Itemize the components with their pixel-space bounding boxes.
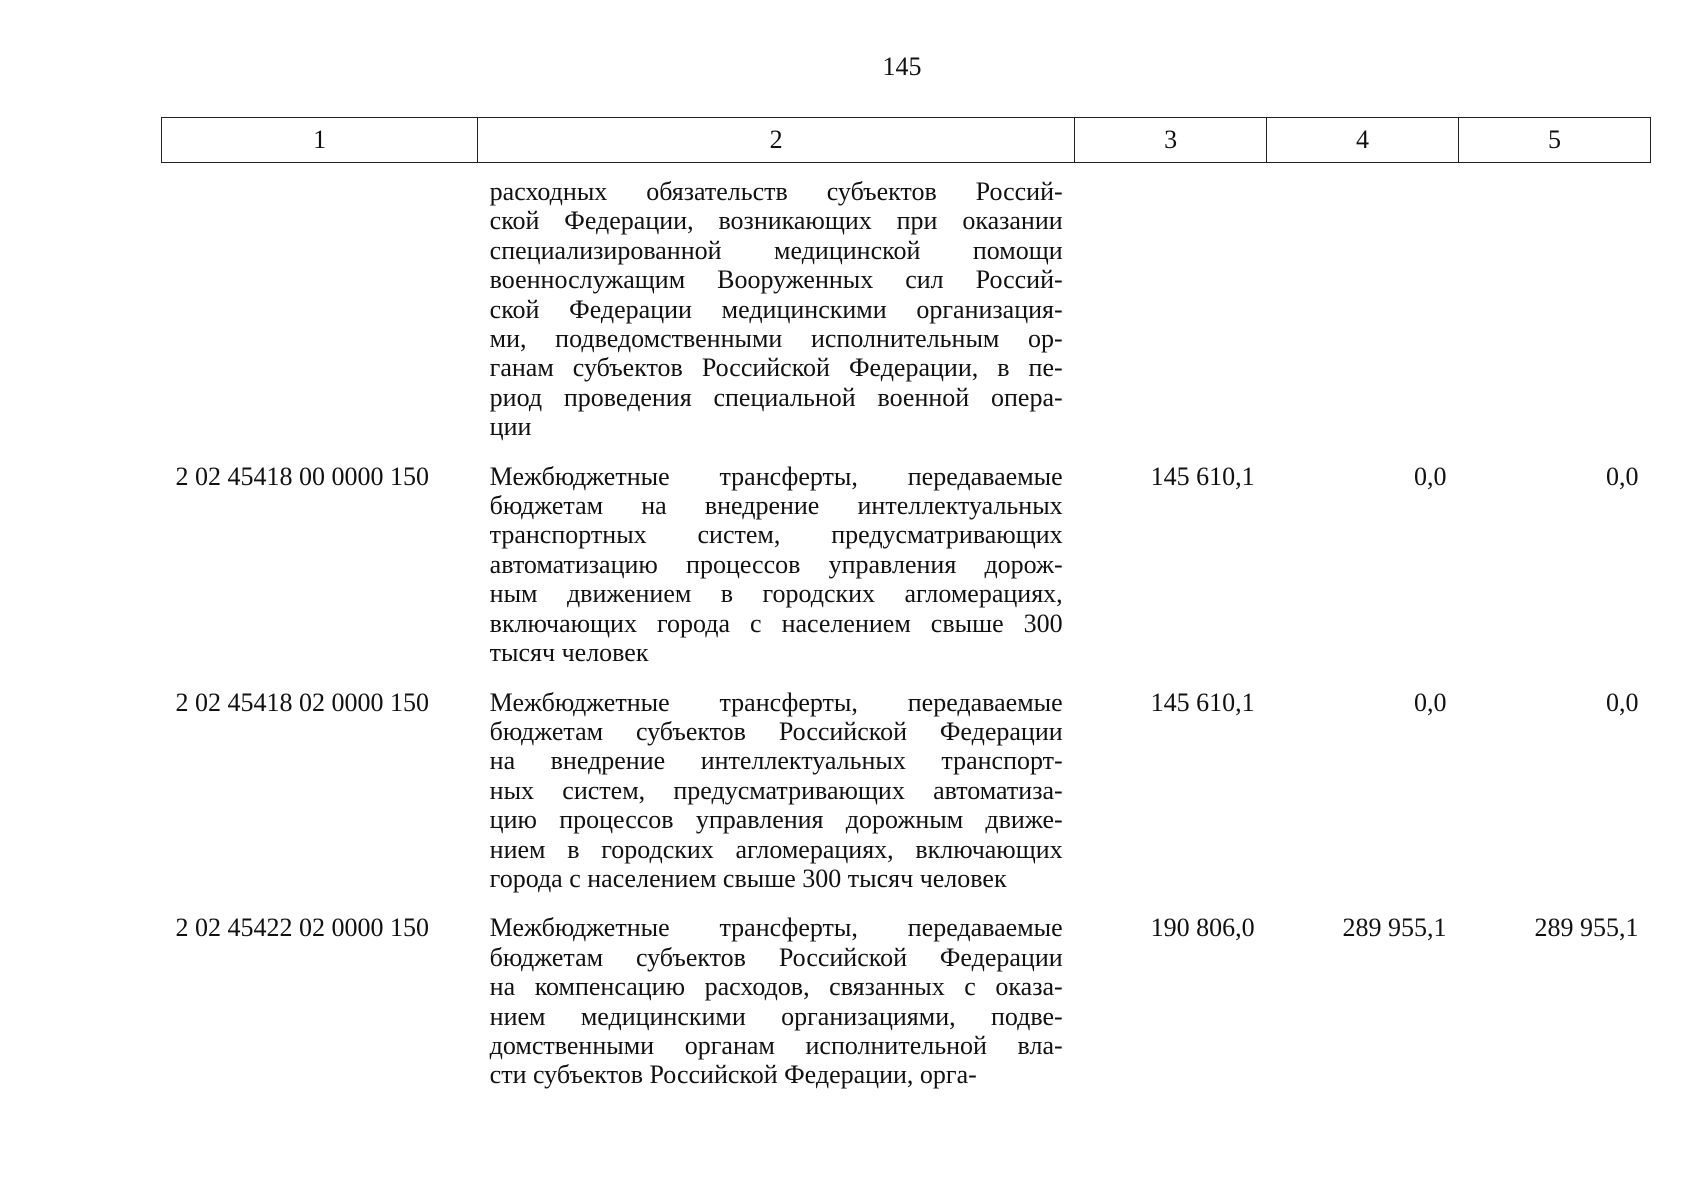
budget-code-cell <box>162 163 478 462</box>
description-line: на компенсацию расходов, связанных с оказа- <box>489 972 1063 1002</box>
description-line: ской Федерации медицинскими организация- <box>489 294 1063 324</box>
description-line: специализированной медицинской помощи <box>489 235 1063 265</box>
description-line: Межбюджетные трансферты, передаваемые <box>489 461 1063 491</box>
table-body <box>162 163 1651 1110</box>
description-line: военнослужащим Вооруженных сил Россий- <box>489 265 1063 295</box>
amount-col3-cell: 145 610,1 <box>1150 461 1255 491</box>
amount-col5-cell: 289 955,1 <box>1534 913 1639 943</box>
description-cell <box>478 163 1075 462</box>
table-row <box>162 913 1651 1109</box>
description-cell <box>478 913 1075 1109</box>
description-line: бюджетам субъектов Российской Федерации <box>489 716 1063 746</box>
header-col-2: 2 <box>478 118 1075 163</box>
description-line: бюджетам на внедрение интеллектуальных <box>489 491 1063 521</box>
amount-col4-cell: 289 955,1 <box>1342 913 1447 943</box>
description-line: включающих города с населением свыше 300 <box>489 608 1063 638</box>
header-col-1: 1 <box>162 118 478 163</box>
table-row <box>162 462 1651 688</box>
description-line: Межбюджетные трансферты, передаваемые <box>489 687 1063 717</box>
description-line: транспортных систем, предусматривающих <box>489 520 1063 550</box>
description-line: нием медицинскими организациями, подве- <box>489 1001 1063 1031</box>
description-line: Межбюджетные трансферты, передаваемые <box>489 913 1063 943</box>
description-line: ным движением в городских агломерациях, <box>489 579 1063 609</box>
budget-table <box>161 117 1651 1110</box>
description-line: ных систем, предусматривающих автоматиза- <box>489 775 1063 805</box>
amount-col4-cell: 0,0 <box>1414 687 1447 717</box>
amount-col5-cell: 0,0 <box>1606 687 1639 717</box>
budget-code-cell: 2 02 45418 00 0000 150 <box>175 461 429 491</box>
header-col-3: 3 <box>1075 118 1267 163</box>
page-number: 145 <box>882 52 922 81</box>
description-line: цию процессов управления дорожным движе- <box>489 805 1063 835</box>
description-line: ми, подведомственными исполнительным ор- <box>489 324 1063 354</box>
description-line: на внедрение интеллектуальных транспорт- <box>489 746 1063 776</box>
description-cell <box>478 688 1075 914</box>
description-line: ции <box>489 412 532 442</box>
header-col-5: 5 <box>1459 118 1651 163</box>
budget-code-cell: 2 02 45422 02 0000 150 <box>175 913 429 943</box>
description-line: расходных обязательств субъектов Россий- <box>489 177 1063 206</box>
description-line: нием в городских агломерациях, включающих <box>489 834 1063 864</box>
table-row <box>162 688 1651 914</box>
description-line: домственными органам исполнительной вла- <box>489 1030 1063 1060</box>
amount-col4-cell: 0,0 <box>1414 461 1447 491</box>
header-col-4: 4 <box>1267 118 1459 163</box>
description-cell <box>478 462 1075 688</box>
amount-col3-cell: 145 610,1 <box>1150 687 1255 717</box>
header-row <box>162 118 1651 163</box>
description-line: риод проведения специальной военной опера- <box>489 382 1063 412</box>
amount-col5-cell <box>1459 163 1651 462</box>
description-line: тысяч человек <box>489 638 649 668</box>
amount-col5-cell: 0,0 <box>1606 461 1639 491</box>
table-row <box>162 163 1651 462</box>
amount-col4-cell <box>1267 163 1459 462</box>
amount-col3-cell: 190 806,0 <box>1150 913 1255 943</box>
description-line: ганам субъектов Российской Федерации, в пе- <box>489 353 1063 383</box>
amount-col3-cell <box>1075 163 1267 462</box>
description-line: бюджетам субъектов Российской Федерации <box>489 942 1063 972</box>
description-line: ской Федерации, возникающих при оказании <box>489 206 1063 236</box>
budget-code-cell: 2 02 45418 02 0000 150 <box>175 687 429 717</box>
description-line: автоматизацию процессов управления дорож- <box>489 549 1063 579</box>
description-line: города с населением свыше 300 тысяч человек <box>489 863 1007 893</box>
table-header <box>162 118 1651 163</box>
description-line: сти субъектов Российской Федерации, орга- <box>489 1060 977 1090</box>
